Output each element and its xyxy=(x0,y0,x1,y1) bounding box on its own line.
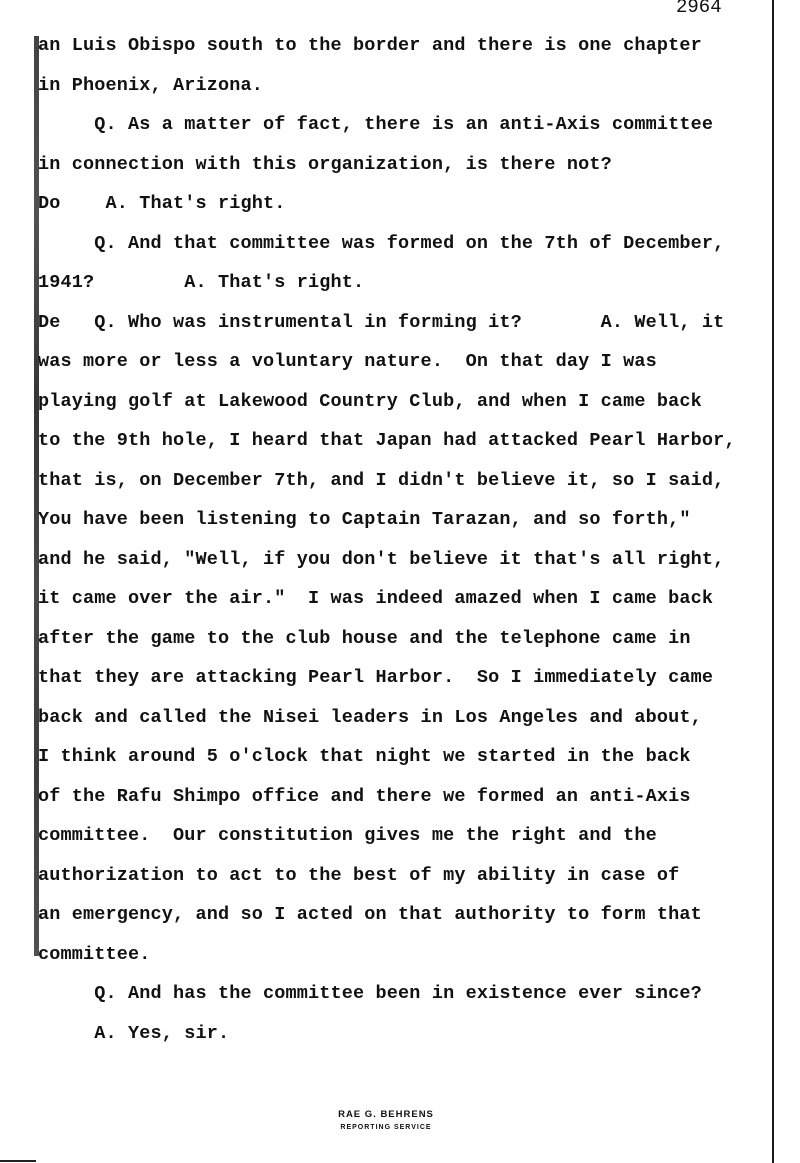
transcript-line: of the Rafu Shimpo office and there we formed an anti-Axis xyxy=(38,785,691,807)
transcript-line: A. Yes, sir. xyxy=(38,1022,230,1044)
transcript-line: committee. Our constitution gives me the right and the xyxy=(38,825,657,846)
transcript-line: playing golf at Lakewood Country Club, and when I came back xyxy=(38,390,702,412)
transcript-line: an emergency, and so I acted on that authority to form that xyxy=(38,904,702,925)
transcript-line: authorization to act to the best of my ability in case of xyxy=(38,864,680,886)
transcript-line: and he said, "Well, if you don't believe it that's all right, xyxy=(38,548,725,570)
transcript-line: Do A. That's right. xyxy=(38,193,286,214)
transcript-line: it came over the air." I was indeed amazed when I came back xyxy=(38,588,714,609)
reporter-name: RAE G. BEHRENS xyxy=(338,1109,434,1120)
transcript-line: committee. xyxy=(38,943,151,965)
transcript-line: Q. And has the committee been in existence ever since? xyxy=(38,983,702,1004)
transcript-line: to the 9th hole, I heard that Japan had attacked Pearl Harbor, xyxy=(38,430,736,451)
transcript-line: De Q. Who was instrumental in forming it? A. Well, it xyxy=(38,311,725,333)
transcript-line: after the game to the club house and the telephone came in xyxy=(38,627,691,649)
page-number: 2964 xyxy=(676,0,722,18)
transcript-line: in Phoenix, Arizona. xyxy=(38,74,264,96)
transcript-line: I think around 5 o'clock that night we started in the back xyxy=(38,746,691,767)
transcript-line: an Luis Obispo south to the border and there is one chapter xyxy=(38,35,702,56)
transcript-line: in connection with this organization, is there not? xyxy=(38,153,612,175)
transcript-line: You have been listening to Captain Tarazan, and so forth," xyxy=(38,509,691,530)
transcript-line: that is, on December 7th, and I didn't believe it, so I said, xyxy=(38,469,725,491)
transcript-line: Q. As a matter of fact, there is an anti-Axis committee xyxy=(38,114,714,135)
right-margin-rule xyxy=(772,0,774,1163)
reporting-service-label: REPORTING SERVICE xyxy=(340,1124,432,1131)
transcript-line: 1941? A. That's right. xyxy=(38,272,365,293)
transcript-line: back and called the Nisei leaders in Los Angeles and about, xyxy=(38,706,702,728)
bottom-left-mark xyxy=(0,1160,36,1162)
transcript-line: Q. And that committee was formed on the 7th of December, xyxy=(38,232,725,254)
transcript-line: that they are attacking Pearl Harbor. So I immediately came xyxy=(38,667,714,688)
transcript-line: was more or less a voluntary nature. On that day I was xyxy=(38,351,657,372)
